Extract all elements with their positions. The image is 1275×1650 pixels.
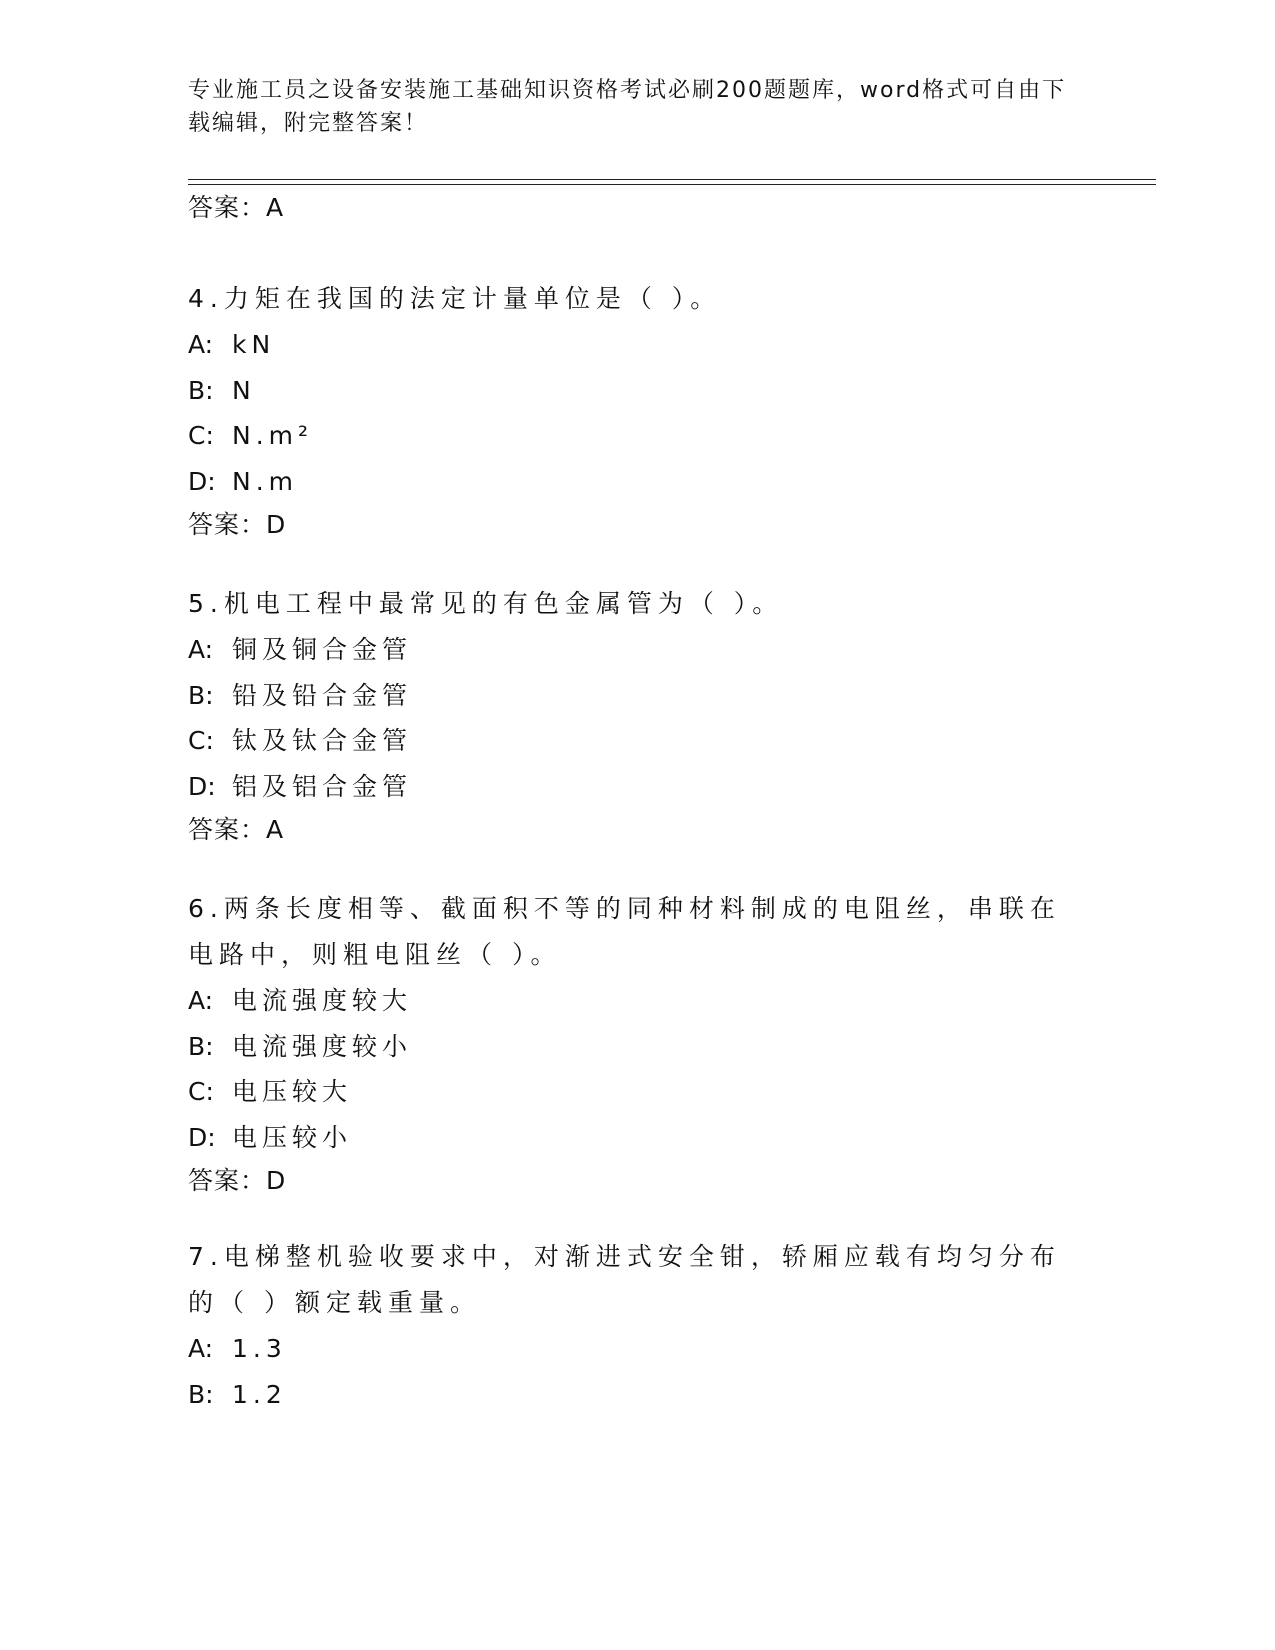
question-text: 5.机电工程中最常见的有色金属管为（ ）。	[188, 589, 784, 618]
option-text: 电压较小	[232, 1122, 353, 1152]
answer-text: 答案：A	[188, 193, 285, 222]
answer-text: 答案：D	[188, 1166, 287, 1195]
option-c	[188, 413, 1088, 459]
document-header: 专业施工员之设备安装施工基础知识资格考试必刷200题题库，word格式可自由下载编辑，附完整答案！	[188, 78, 1067, 136]
option-c	[188, 718, 1088, 764]
option-a	[188, 978, 1088, 1024]
option-letter: D:	[188, 466, 216, 496]
header-divider-line	[188, 184, 1156, 185]
option-letter: C:	[188, 421, 214, 450]
option-text: 1.3	[232, 1334, 287, 1363]
option-letter: A:	[188, 330, 214, 359]
option-text: 电流强度较小	[232, 1031, 413, 1061]
option-d	[188, 764, 1088, 810]
option-text: kN	[232, 330, 276, 359]
option-text: N.m²	[232, 421, 314, 450]
option-d	[188, 459, 1088, 505]
question-text: 7.电梯整机验收要求中，对渐进式安全钳，轿厢应载有均匀分布的（ ）额定载重量。	[188, 1242, 1061, 1317]
option-text: 钛及钛合金管	[232, 726, 413, 755]
question-text: 4.力矩在我国的法定计量单位是（ ）。	[188, 284, 722, 313]
question-4	[188, 276, 1088, 543]
option-letter: A:	[188, 1334, 214, 1363]
option-letter: D:	[188, 771, 216, 801]
answer-text: 答案：D	[188, 510, 287, 539]
option-text: N	[232, 375, 256, 405]
option-text: 铜及铜合金管	[232, 635, 413, 664]
question-6	[188, 886, 1088, 1199]
option-b	[188, 1372, 1088, 1418]
option-text: 电流强度较大	[232, 986, 413, 1015]
option-a	[188, 627, 1088, 673]
option-letter: B:	[188, 1379, 214, 1409]
option-b	[188, 1024, 1088, 1070]
question-text: 6.两条长度相等、截面积不等的同种材料制成的电阻丝，串联在电路中，则粗电阻丝（ ）。	[188, 894, 1061, 969]
question-5	[188, 581, 1088, 848]
option-text: N.m	[232, 466, 299, 496]
option-letter: C:	[188, 726, 214, 755]
option-a	[188, 322, 1088, 368]
option-letter: B:	[188, 1031, 214, 1061]
option-c	[188, 1069, 1088, 1115]
option-d	[188, 1115, 1088, 1161]
header-divider-line	[188, 179, 1156, 180]
option-letter: D:	[188, 1122, 216, 1152]
option-a	[188, 1326, 1088, 1372]
option-letter: A:	[188, 986, 214, 1015]
option-letter: A:	[188, 635, 214, 664]
option-text: 铝及铝合金管	[232, 771, 413, 801]
option-letter: B:	[188, 680, 214, 710]
option-text: 铅及铅合金管	[232, 680, 413, 710]
option-text: 电压较大	[232, 1077, 353, 1106]
answer-text: 答案：A	[188, 815, 285, 844]
option-b	[188, 368, 1088, 414]
option-b	[188, 673, 1088, 719]
question-7	[188, 1234, 1088, 1417]
option-text: 1.2	[232, 1379, 287, 1409]
option-letter: C:	[188, 1077, 214, 1106]
option-letter: B:	[188, 375, 214, 405]
